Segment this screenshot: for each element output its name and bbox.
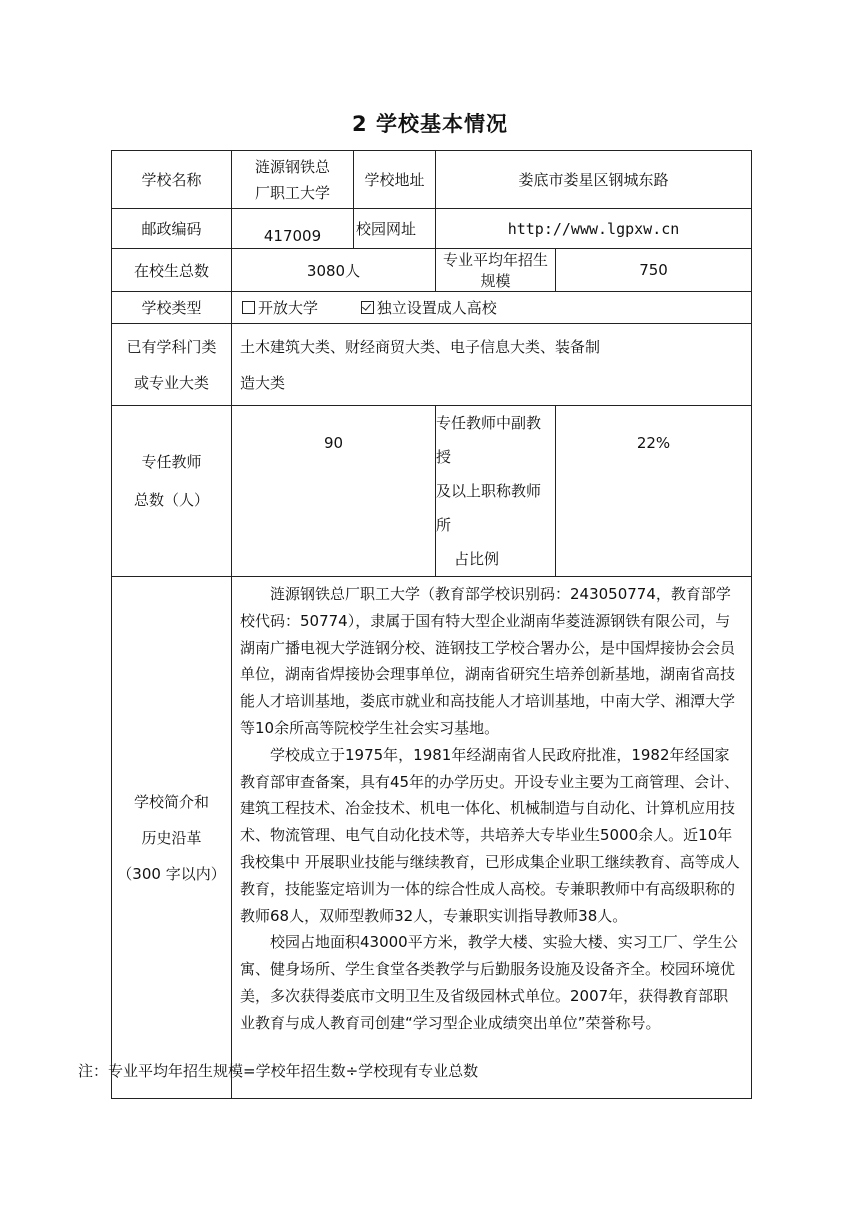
label-school-address: 学校地址 (354, 151, 436, 209)
value-teachers: 90 (232, 406, 436, 577)
label-school-type: 学校类型 (112, 292, 232, 324)
value-website: http://www.lgpxw.cn (436, 209, 752, 249)
row-postcode-website (112, 209, 752, 249)
checkbox-checked-icon (361, 301, 374, 314)
school-info-table (111, 150, 752, 1099)
value-school-name (232, 151, 354, 209)
row-school-type (112, 292, 752, 324)
label-website: 校园网址 (354, 209, 436, 249)
teachers-label-line1: 专任教师 (141, 453, 202, 471)
label-postcode: 邮政编码 (112, 209, 232, 249)
label-avg-enrollment: 专业平均年招生规模 (436, 249, 556, 292)
type-option-adult-college (361, 297, 497, 318)
value-postcode: 417009 (232, 209, 354, 249)
label-senior-ratio (436, 406, 556, 577)
school-name-line1: 涟源钢铁总 (254, 157, 330, 176)
intro-paragraph: 学校成立于1975年，1981年经湖南省人民政府批准，1982年经国家教育部审查备案，具有45年的办学历史。开设专业主要为工商管理、会计、建筑工程技术、冶金技术、机电一体化、机械制造与自动化、计算机应用技术、物流管理、电气自动化技术等，共培养大专毕业生5000余人。近10年我校集中 开展职业技能与继续教育，已形成集企业职工继续教育、高等成人教育，技能鉴定培训为一体的综合性成人高校。专兼职教师中有高级职称的教师68人，双师型教师32人，专兼职实训指导教师38人。 (240, 745, 740, 925)
row-disciplines (112, 324, 752, 406)
label-school-name: 学校名称 (112, 151, 232, 209)
label-students: 在校生总数 (112, 249, 232, 292)
disciplines-line1: 土木建筑大类、财经商贸大类、电子信息大类、装备制 (240, 337, 601, 356)
label-teachers (112, 406, 232, 577)
disciplines-label-line2: 或专业大类 (133, 373, 209, 392)
row-name-address (112, 151, 752, 209)
disciplines-line2: 造大类 (240, 373, 286, 392)
type-option-2-label: 独立设置成人高校 (376, 299, 497, 317)
value-avg-enrollment: 750 (556, 249, 752, 292)
school-name-line2: 厂职工大学 (254, 183, 330, 202)
row-introduction (112, 577, 752, 1099)
teachers-label-line2: 总数（人） (133, 491, 209, 509)
value-disciplines (232, 324, 752, 406)
value-students: 3080人 (232, 249, 436, 292)
intro-paragraph: 涟源钢铁总厂职工大学（教育部学校识别码：243050774，教育部学校代码：50774），隶属于国有特大型企业湖南华菱涟源钢铁有限公司，与湖南广播电视大学涟钢分校、涟钢技工学校合署办公，是中国焊接协会会员单位，湖南省焊接协会理事单位，湖南省研究生培养创新基地，湖南省高技能人才培训基地，娄底市就业和高技能人才培训基地，中南大学、湘潭大学等10余所高等院校学生社会实习基地。 (240, 585, 736, 737)
type-option-open-university (242, 297, 318, 318)
label-disciplines (112, 324, 232, 406)
intro-paragraph: 校园占地面积43000平方米，教学大楼、实验大楼、实习工厂、学生公寓、健身场所、学生食堂各类教学与后勤服务设施及设备齐全。校园环境优美，多次获得娄底市文明卫生及省级园林式单位。2007年，获得教育部职业教育与成人教育司创建“学习型企业成绩突出单位”荣誉称号。 (240, 933, 738, 1032)
intro-label-line2: 历史沿革 (141, 828, 202, 847)
senior-ratio-line2: 及以上职称教师所 (436, 482, 542, 534)
row-students (112, 249, 752, 292)
row-teachers (112, 406, 752, 577)
value-school-type (232, 292, 752, 324)
checkbox-unchecked-icon (242, 301, 255, 314)
intro-label-line3: （300 字以内） (117, 864, 226, 883)
type-option-1-label: 开放大学 (258, 299, 319, 317)
value-school-address: 娄底市娄星区钢城东路 (436, 151, 752, 209)
footnote: 注：专业平均年招生规模=学校年招生数÷学校现有专业总数 (78, 1062, 479, 1080)
senior-ratio-line3: 占比例 (454, 550, 500, 568)
label-introduction (112, 577, 232, 1099)
page-title: 2 学校基本情况 (352, 112, 508, 136)
disciplines-label-line1: 已有学科门类 (126, 337, 217, 356)
value-introduction (232, 577, 752, 1099)
intro-label-line1: 学校简介和 (133, 792, 209, 811)
senior-ratio-line1: 专任教师中副教授 (436, 414, 542, 466)
value-senior-ratio: 22% (556, 406, 752, 577)
